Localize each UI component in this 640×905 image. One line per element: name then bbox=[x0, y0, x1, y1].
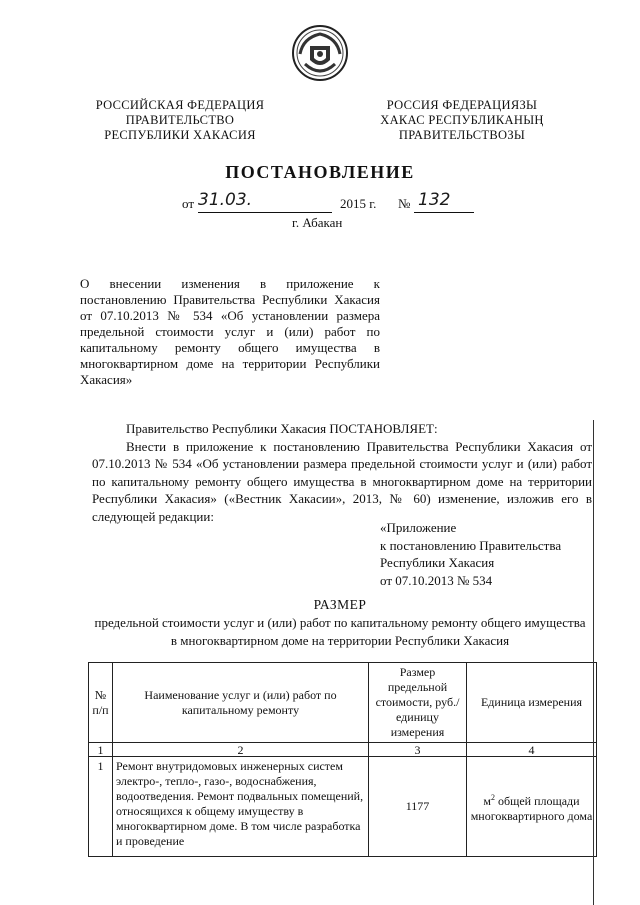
header-left-line: РОССИЙСКАЯ ФЕДЕРАЦИЯ bbox=[95, 98, 265, 112]
header-khakas bbox=[362, 98, 562, 143]
document-title: ПОСТАНОВЛЕНИЕ bbox=[225, 162, 415, 182]
index-cell: 2 bbox=[113, 743, 369, 757]
header-left-line: РЕСПУБЛИКИ ХАКАСИЯ bbox=[104, 128, 256, 142]
index-cell: 3 bbox=[369, 743, 467, 757]
cost-table bbox=[88, 662, 597, 857]
index-cell: 4 bbox=[467, 743, 597, 757]
header-name: Наименование услуг и (или) работ по капитальному ремонту bbox=[113, 663, 369, 743]
date-handwritten: 31.03. bbox=[198, 190, 253, 210]
number-underline bbox=[414, 190, 474, 213]
annex-line: «Приложение bbox=[380, 520, 457, 535]
row-value: 1177 bbox=[369, 757, 467, 857]
annex-reference bbox=[380, 519, 561, 589]
header-left-line: ПРАВИТЕЛЬСТВО bbox=[125, 113, 235, 127]
index-cell: 1 bbox=[89, 743, 113, 757]
body-paragraph: Правительство Республики Хакасия ПОСТАНОВЛЯЕТ: bbox=[126, 421, 438, 436]
header-russian bbox=[80, 98, 280, 143]
row-name: Ремонт внутридомовых инженерных систем электро-, тепло-, газо-, водоснабжения, водоотведения. Ремонт подвальных помещений, относящихся к общему имуществу в многоквартирном доме. В том числе разработка и проведение bbox=[113, 757, 369, 857]
table-index-row bbox=[89, 743, 597, 757]
annex-line: от 07.10.2013 № 534 bbox=[380, 572, 493, 588]
annex-line: Республики Хакасия bbox=[380, 555, 495, 570]
coat-of-arms-emblem bbox=[291, 24, 349, 82]
date-year: 2015 г. bbox=[340, 196, 377, 211]
unit-m: м bbox=[483, 793, 491, 808]
city: г. Абакан bbox=[292, 215, 343, 230]
table-header-row bbox=[89, 663, 597, 743]
date-prefix: от bbox=[182, 196, 195, 211]
number-prefix: № bbox=[398, 196, 411, 211]
size-title: РАЗМЕР bbox=[313, 597, 367, 612]
size-description: предельной стоимости услуг и (или) работ по капитальному ремонту общего имущества в многоквартирном доме на территории Республики Хакасия bbox=[94, 615, 586, 648]
header-right-line: РОССИЯ ФЕДЕРАЦИЯЗЫ bbox=[386, 98, 538, 112]
header-size: Размер предельной стоимости, руб./единицу измерения bbox=[369, 663, 467, 743]
scan-edge-line bbox=[593, 420, 594, 905]
header-unit: Единица измерения bbox=[467, 663, 597, 743]
header-right-line: ХАКАС РЕСПУБЛИКАНЫҢ bbox=[380, 113, 544, 127]
number-handwritten: 132 bbox=[418, 190, 451, 210]
row-num: 1 bbox=[89, 757, 113, 857]
unit-sup: 2 bbox=[490, 792, 495, 802]
unit-rest: общей площади многоквартирного дома bbox=[470, 793, 593, 823]
header-num: № п/п bbox=[89, 663, 113, 743]
document-body bbox=[92, 420, 592, 525]
row-unit bbox=[467, 757, 597, 857]
date-underline bbox=[198, 190, 332, 213]
annex-line: к постановлению Правительства bbox=[380, 537, 562, 553]
header-right-line: ПРАВИТЕЛЬСТВОЗЫ bbox=[398, 128, 526, 142]
body-paragraph: Внести в приложение к постановлению Правительства Республики Хакасия от 07.10.2013 № 534 «Об установлении размера предельной стоимости услуг и (или) работ по капитальному ремонту общего имущества в многоквартирном доме на территории Республики Хакасия» («Вестник Хакасии», 2013, № 60) изменение, изложив его в следующей редакции: bbox=[92, 438, 592, 524]
table-row bbox=[89, 757, 597, 857]
document-subject: О внесении изменения в приложение к постановлению Правительства Республики Хакасия от 07.10.2013 № 534 «Об установлении размера предельной стоимости услуг и (или) работ по капитальному ремонту общего имущества в многоквартирном доме на территории Республики Хакасия» bbox=[80, 276, 380, 387]
